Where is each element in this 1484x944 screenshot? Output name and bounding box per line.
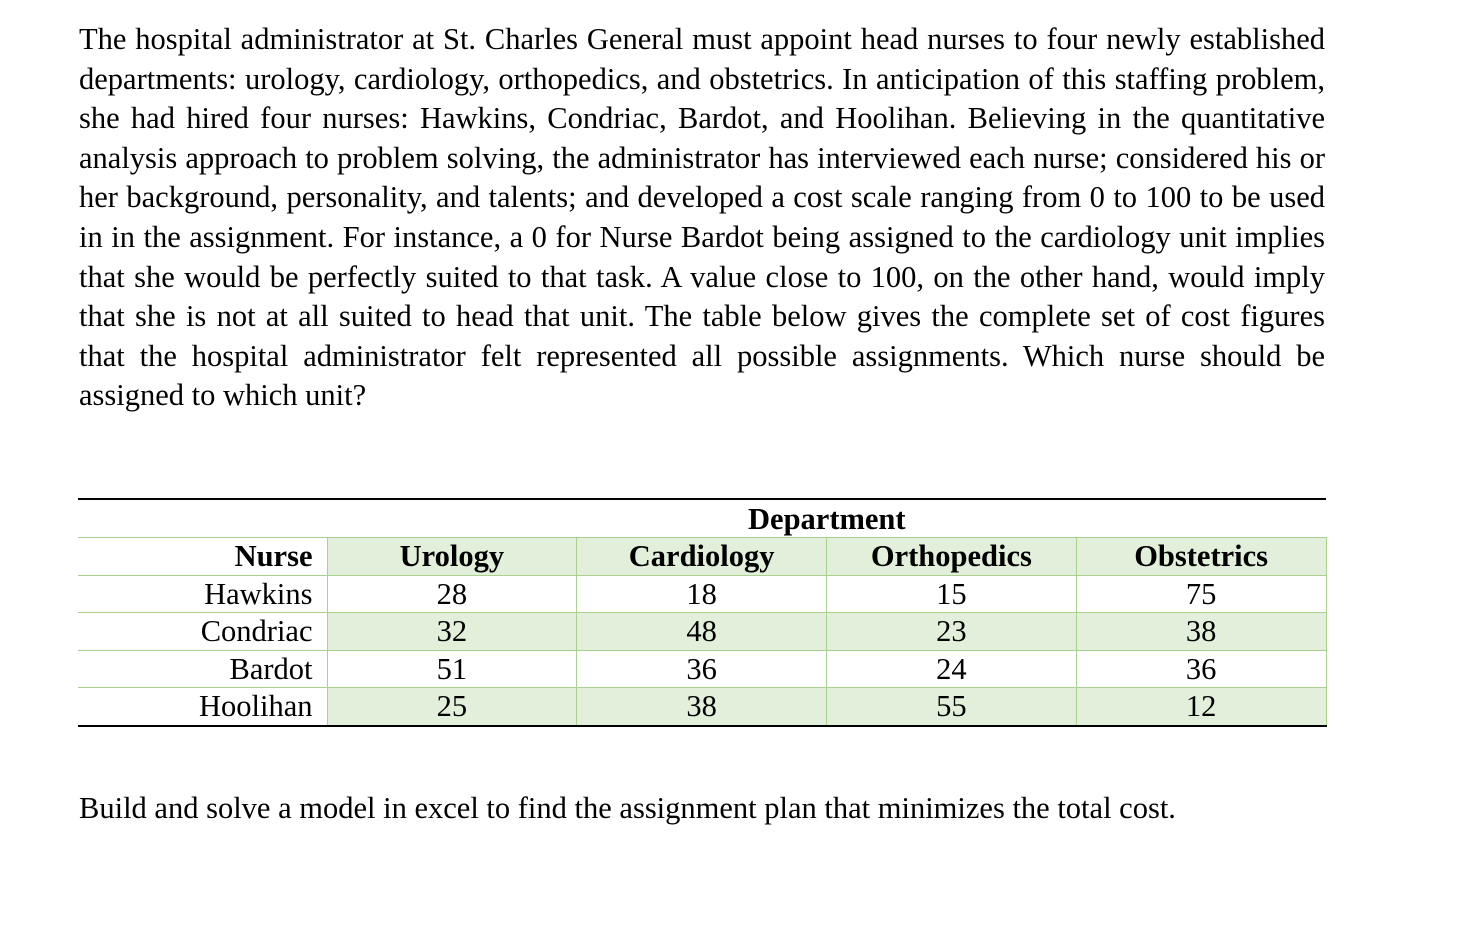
- nurse-column-header: Nurse: [78, 538, 327, 576]
- cost-cell: 38: [1076, 613, 1326, 651]
- cost-cell: 36: [1076, 650, 1326, 688]
- cost-cell: 18: [577, 575, 827, 613]
- cost-cell: 51: [327, 650, 577, 688]
- nurse-name: Hoolihan: [78, 688, 327, 726]
- table-row: [78, 613, 1326, 651]
- header-row: [78, 538, 1326, 576]
- cost-cell: 36: [577, 650, 827, 688]
- cost-cell: 75: [1076, 575, 1326, 613]
- task-instruction: Build and solve a model in excel to find the assignment plan that minimizes the total cost.: [79, 791, 1176, 825]
- nurse-name: Hawkins: [78, 575, 327, 613]
- cost-cell: 55: [827, 688, 1077, 726]
- table-top-rule: [78, 498, 1326, 500]
- table-row: [78, 650, 1326, 688]
- nurse-name: Bardot: [78, 650, 327, 688]
- table-row: [78, 575, 1326, 613]
- cost-cell: 23: [827, 613, 1077, 651]
- table-row: [78, 688, 1326, 726]
- cost-cell: 48: [577, 613, 827, 651]
- cost-cell: 38: [577, 688, 827, 726]
- column-header-cardiology: Cardiology: [577, 538, 827, 576]
- cost-cell: 32: [327, 613, 577, 651]
- nurse-name: Condriac: [78, 613, 327, 651]
- cost-table: [78, 537, 1327, 727]
- cost-cell: 24: [827, 650, 1077, 688]
- cost-cell: 25: [327, 688, 577, 726]
- column-header-urology: Urology: [327, 538, 577, 576]
- column-header-obstetrics: Obstetrics: [1076, 538, 1326, 576]
- cost-cell: 15: [827, 575, 1077, 613]
- problem-statement: The hospital administrator at St. Charles General must appoint head nurses to four newly established departments: urology, cardiology, orthopedics, and obstetrics. In anticipation of this staffing problem, she had hired four nurses: Hawkins, Condriac, Bardot, and Hoolihan. Believing in the quantitative analysis approach to problem solving, the administrator has interviewed each nurse; considered his or her background, personality, and talents; and developed a cost scale ranging from 0 to 100 to be used in in the assignment. For instance, a 0 for Nurse Bardot being assigned to the cardiology unit implies that she would be perfectly suited to that task. A value close to 100, on the other hand, would imply that she is not at all suited to head that unit. The table below gives the complete set of cost figures that the hospital administrator felt represented all possible assignments. Which nurse should be assigned to which unit?: [79, 22, 1325, 413]
- department-group-header: Department: [748, 502, 906, 536]
- cost-cell: 28: [327, 575, 577, 613]
- column-header-orthopedics: Orthopedics: [827, 538, 1077, 576]
- cost-cell: 12: [1076, 688, 1326, 726]
